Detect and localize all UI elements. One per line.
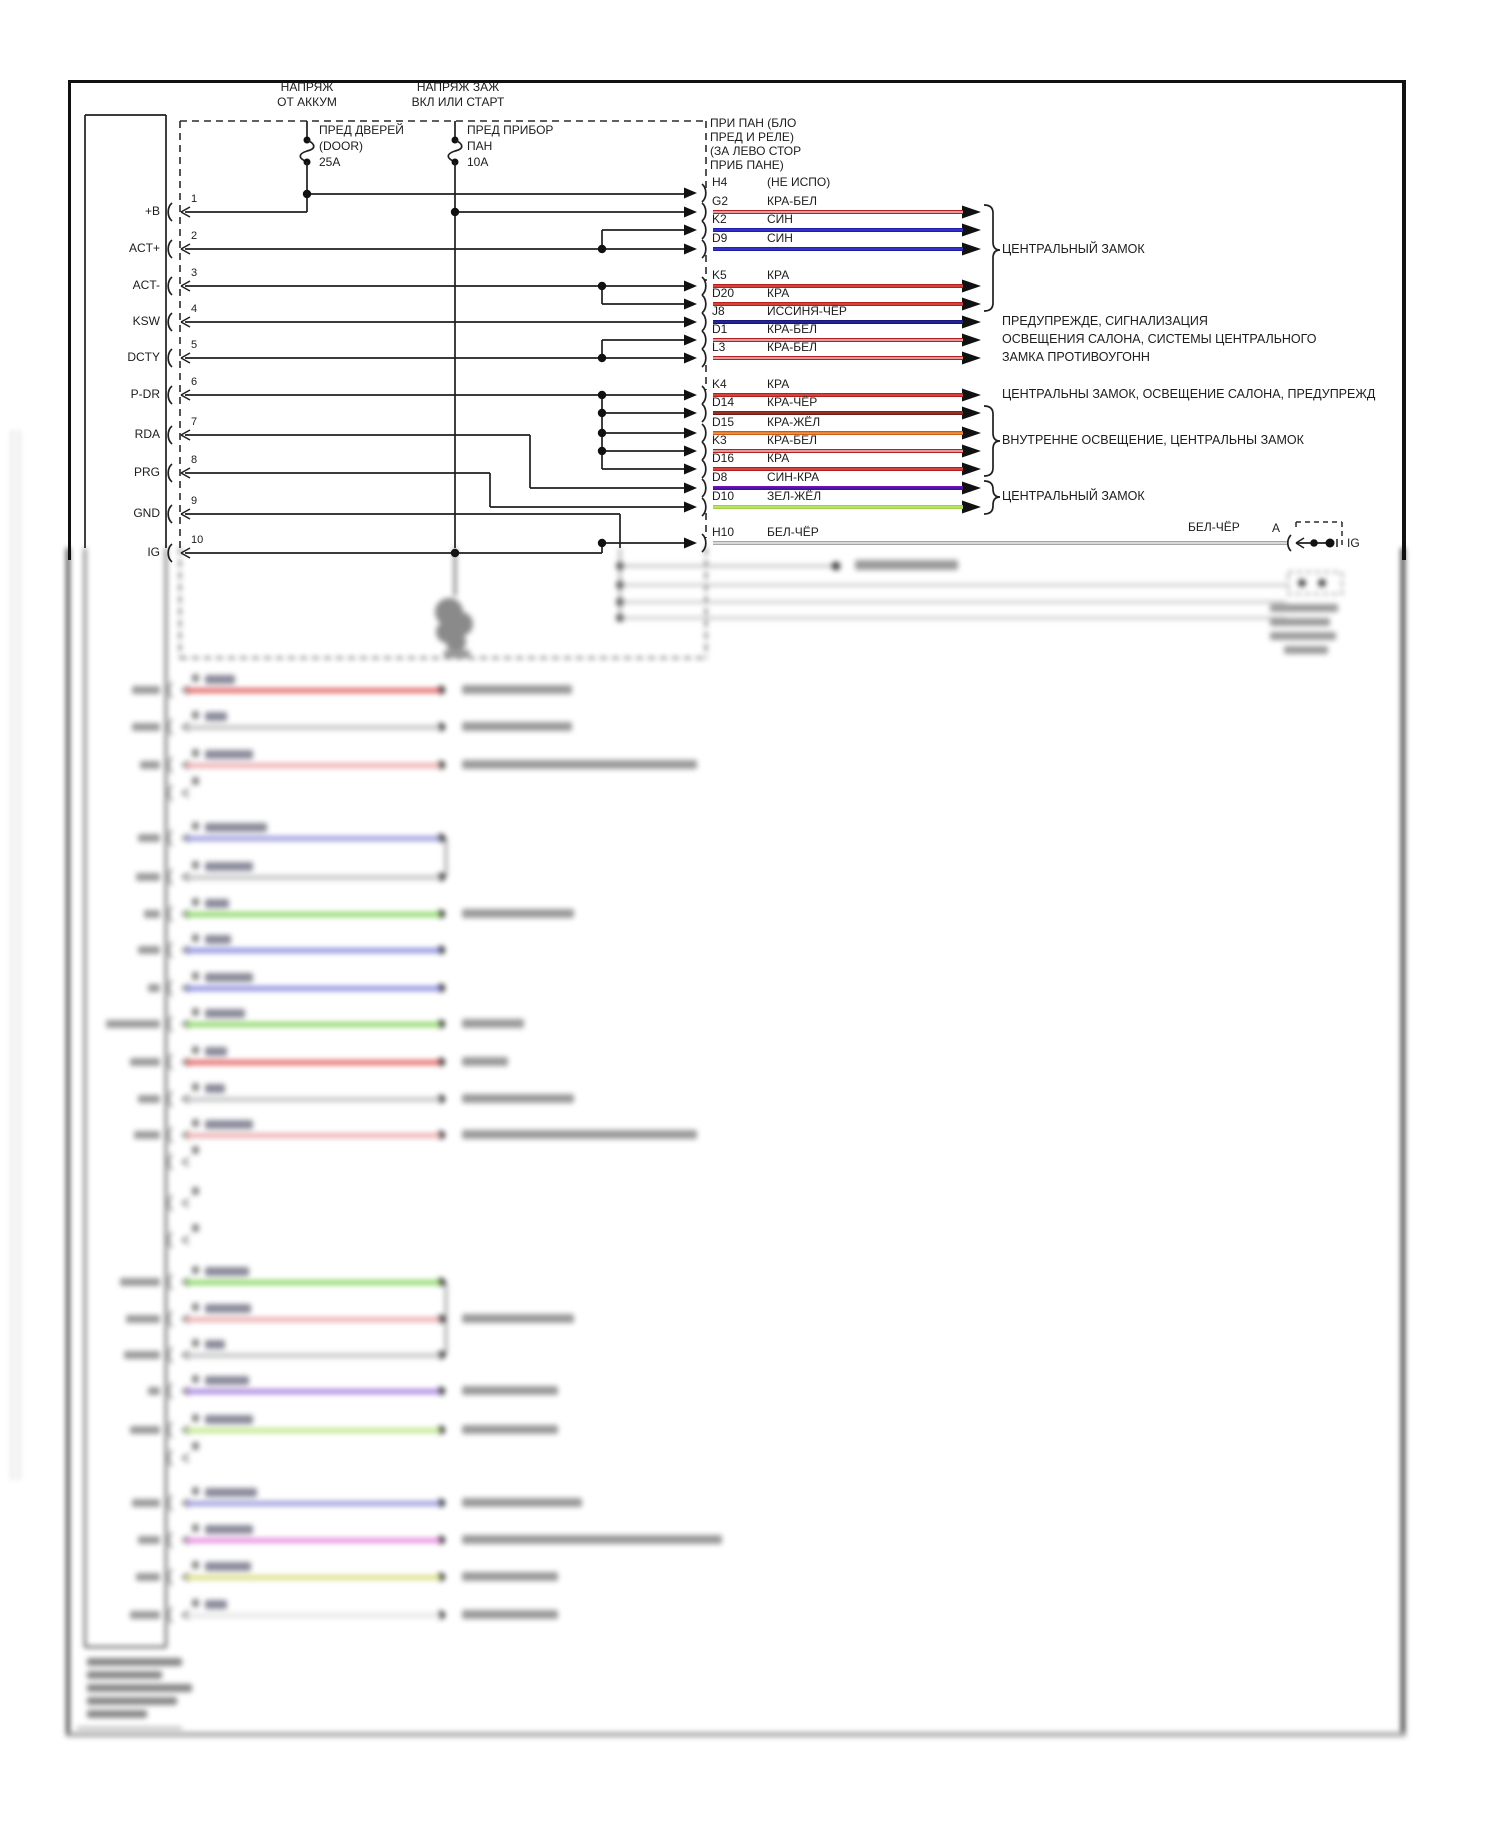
blurred-text-bar [1270, 604, 1338, 612]
wire-color-name: КРА-ЖЁЛ [767, 415, 821, 429]
wire-code-bar [205, 1304, 251, 1313]
right-label-bar [462, 685, 572, 694]
connector-pin-code: D1 [712, 322, 728, 336]
blurred-text-bar [1284, 646, 1328, 654]
unit-pin-label: IG [147, 545, 160, 559]
right-label-bar [462, 1498, 582, 1507]
blurred-wire-pink [186, 1133, 441, 1138]
blurred-wire-gray [186, 875, 441, 880]
pin-arc-blur [169, 1450, 172, 1466]
left-label-bar [138, 834, 160, 842]
connector-pin-code: D15 [712, 415, 735, 429]
right-connector-dot [1298, 579, 1306, 587]
right-label-bar [462, 1094, 574, 1103]
blurred-wire-gray [186, 1097, 441, 1102]
connector-pin-code: H10 [712, 525, 735, 539]
pin-number-bar [192, 1524, 199, 1532]
wire-code-bar [205, 1525, 253, 1534]
left-label-bar [138, 946, 160, 954]
pin-arc-blur [169, 980, 172, 996]
pin-arc-blur [169, 1311, 172, 1327]
unit-pin-number: 10 [191, 534, 204, 546]
pin-chevron-blur [182, 1458, 189, 1462]
connector-pin-code: D10 [712, 489, 735, 503]
left-label-bar [130, 1611, 160, 1619]
connector-pin-code: L3 [712, 340, 726, 354]
gray-line-dot [832, 562, 841, 571]
wire-code-bar [205, 1084, 225, 1093]
pin-number-bar [192, 861, 199, 869]
blurred-wire-ygreen [186, 1575, 441, 1580]
right-label-bar [462, 722, 572, 731]
pin-chevron-blur [182, 789, 189, 793]
pin-number-bar [192, 1375, 199, 1383]
wire-code-bar [205, 1562, 251, 1571]
wire-color-name: ИССИНЯ-ЧЁР [767, 304, 847, 318]
blurred-wire-red [186, 688, 441, 693]
pin-number-bar [192, 1008, 199, 1016]
pin-chevron-blur [182, 1203, 189, 1207]
wire-color-name: КРА [767, 377, 790, 391]
pin-number-bar [192, 1414, 199, 1422]
unit-pin-number: 6 [191, 376, 198, 388]
blurred-wire-gray [186, 725, 441, 730]
pin-arc-blur [169, 1569, 172, 1585]
unit-pin-number: 4 [191, 303, 198, 315]
pin-number-bar [192, 777, 199, 785]
pin-number-bar [192, 711, 199, 719]
pin-arc-blur [169, 785, 172, 801]
unit-pin-label: RDA [134, 427, 160, 441]
relay-panel-note: ПРИ ПАН (БЛО ПРЕД И РЕЛЕ) (ЗА ЛЕВО СТОР ПРИБ ПАНЕ) [710, 116, 802, 172]
left-label-bar [144, 910, 160, 918]
blurred-wire-green [186, 1022, 441, 1027]
connector-pin-code: D20 [712, 286, 735, 300]
right-label-bar [462, 1130, 697, 1139]
destination-label: ЦЕНТРАЛЬНЫ ЗАМОК, ОСВЕЩЕНИЕ САЛОНА, ПРЕДУПРЕЖД [1002, 387, 1376, 401]
unit-pin-label: DCTY [127, 350, 160, 364]
wire-code-bar [205, 1120, 253, 1129]
fuse-label-2: ПРЕД ПРИБОР ПАН 10A [467, 123, 554, 169]
wire-code-bar [205, 823, 267, 832]
wire-code-bar [205, 675, 235, 684]
pin-arc-blur [169, 1532, 172, 1548]
connector-pin-code: J8 [712, 304, 725, 318]
wire-color-name: БЕЛ-ЧЁР [767, 525, 819, 539]
unit-pin-label: ACT- [132, 278, 160, 292]
right-label-bar [462, 1425, 558, 1434]
unit-pin-number: 7 [191, 416, 198, 428]
unit-pin-number: 8 [191, 454, 198, 466]
pin-arc-blur [169, 1422, 172, 1438]
left-label-bar [136, 1573, 160, 1581]
pin-number-bar [192, 934, 199, 942]
left-label-bar [138, 1095, 160, 1103]
connector-pin-code: K3 [712, 433, 727, 447]
pin-arc-blur [169, 1495, 172, 1511]
pin-arc-blur [169, 1607, 172, 1623]
destination-label: ПРЕДУПРЕЖДЕ, СИГНАЛИЗАЦИЯ [1002, 314, 1208, 328]
pin-number-bar [192, 1224, 199, 1232]
pin-arc-blur [169, 906, 172, 922]
pin-number-bar [192, 1561, 199, 1569]
ig-pin-a-label: A [1272, 521, 1281, 535]
battery-voltage-label: НАПРЯЖ ОТ АККУМ [277, 80, 337, 109]
blurred-wire-violet [186, 836, 441, 841]
blurred-wire-violet [186, 1501, 441, 1506]
pin-number-bar [192, 1303, 199, 1311]
wire-color-name: КРА-БЕЛ [767, 194, 817, 208]
wire-code-bar [205, 973, 253, 982]
left-label-bar [132, 1499, 160, 1507]
right-label-bar [462, 1572, 558, 1581]
right-connector-box-blur [1288, 572, 1342, 594]
pin-arc-blur [169, 869, 172, 885]
blurred-wire-magenta [186, 1538, 441, 1543]
right-label-bar [462, 1610, 558, 1619]
ground-blob-bar [444, 650, 470, 658]
pin-number-bar [192, 1187, 199, 1195]
pin-number-bar [192, 1046, 199, 1054]
wire-code-bar [205, 1376, 249, 1385]
left-label-bar [126, 1315, 160, 1323]
blurred-label [855, 560, 958, 570]
destination-label: ЗАМКА ПРОТИВОУГОНН [1002, 350, 1150, 364]
unit-pin-number: 5 [191, 339, 198, 351]
unit-pin-label: ACT+ [128, 241, 160, 255]
connector-pin-code: D9 [712, 231, 728, 245]
pin-number-bar [192, 1339, 199, 1347]
unit-pin-label: +B [144, 204, 160, 218]
right-label-bar [462, 1057, 508, 1066]
pin-number-bar [192, 1442, 199, 1450]
ignition-voltage-label: НАПРЯЖ ЗАЖ ВКЛ ИЛИ СТАРТ [411, 80, 505, 109]
destination-label: ОСВЕЩЕНИЯ САЛОНА, СИСТЕМЫ ЦЕНТРАЛЬНОГО [1002, 332, 1317, 346]
pin-arc-blur [169, 1154, 172, 1170]
wire-code-bar [205, 862, 253, 871]
wire-code-bar [205, 712, 227, 721]
pin-number-bar [192, 822, 199, 830]
wire-color-name: СИН-КРА [767, 470, 820, 484]
left-label-bar [148, 1387, 160, 1395]
wire-code-bar [205, 1488, 257, 1497]
connector-pin-code: D14 [712, 395, 735, 409]
caption-text-bar [87, 1684, 192, 1692]
blurred-wire-green [186, 1280, 441, 1285]
pin-number-bar [192, 1119, 199, 1127]
connector-pin-code: K4 [712, 377, 727, 391]
blurred-wire-pink [186, 763, 441, 768]
unit-pin-label: P-DR [130, 387, 160, 401]
pin-number-bar [192, 972, 199, 980]
wire-code-bar [205, 1340, 225, 1349]
wire-color-name: СИН [767, 212, 793, 226]
pin-chevron-blur [182, 1199, 189, 1203]
left-label-bar [132, 686, 160, 694]
wire-code-bar [205, 750, 253, 759]
blurred-wire-blue [186, 948, 441, 953]
unit-pin-number: 1 [191, 193, 198, 205]
wire-color-name: КРА-ЧЁР [767, 395, 818, 409]
pin-arc-blur [169, 757, 172, 773]
pin-arc-blur [169, 1274, 172, 1290]
pin-chevron-blur [182, 1158, 189, 1162]
blurred-wire-pink [186, 1317, 441, 1322]
pin-arc-blur [169, 719, 172, 735]
pin-chevron-blur [182, 1240, 189, 1244]
right-label-bar [462, 1314, 574, 1323]
pin-arc-blur [169, 1016, 172, 1032]
wire-code-bar [205, 1009, 245, 1018]
pin-arc-blur [169, 1195, 172, 1211]
wire-code-bar [205, 1267, 249, 1276]
blurred-wire-white [186, 1613, 441, 1618]
wire-color-name: КРА-БЕЛ [767, 340, 817, 354]
pin-number-bar [192, 674, 199, 682]
pin-arc-blur [169, 1383, 172, 1399]
blurred-wire-purple [186, 1389, 441, 1394]
pin-arc-blur [169, 1091, 172, 1107]
pin-number-bar [192, 1487, 199, 1495]
pin-arc-blur [169, 1232, 172, 1248]
right-label-bar [462, 1386, 558, 1395]
wire-code-bar [205, 935, 231, 944]
blurred-wire-gray [186, 1353, 441, 1358]
right-label-bar [462, 909, 574, 918]
wire-color-name: (НЕ ИСПО) [767, 175, 831, 189]
right-label-bar [462, 1535, 722, 1544]
wire-code-bar [205, 899, 229, 908]
unit-pin-number: 9 [191, 495, 198, 507]
left-label-bar [148, 984, 160, 992]
wire-color-name: КРА [767, 286, 790, 300]
blurred-text-bar [1270, 618, 1330, 626]
pin-number-bar [192, 1146, 199, 1154]
left-label-bar [134, 1131, 160, 1139]
pin-number-bar [192, 1266, 199, 1274]
wire-color-name: КРА [767, 451, 790, 465]
pin-chevron-blur [182, 1162, 189, 1166]
unit-pin-label: GND [133, 506, 160, 520]
pin-arc-blur [169, 682, 172, 698]
pin-arc-blur [169, 1127, 172, 1143]
pin-number-bar [192, 898, 199, 906]
destination-label: ЦЕНТРАЛЬНЫЙ ЗАМОК [1002, 489, 1145, 503]
wire-color-name: КРА-БЕЛ [767, 322, 817, 336]
ig-dest-label: IG [1347, 536, 1360, 550]
left-label-bar [124, 1351, 160, 1359]
blurred-wire-lgreen [186, 1428, 441, 1433]
blurred-text-bar [1270, 632, 1336, 640]
left-label-bar [140, 761, 160, 769]
connector-pin-code: K5 [712, 268, 727, 282]
fuse-label-1: ПРЕД ДВЕРЕЙ (DOOR) 25A [319, 123, 404, 169]
unit-pin-number: 2 [191, 230, 198, 242]
pin-arc-blur [169, 1054, 172, 1070]
left-label-bar [132, 723, 160, 731]
unit-pin-label: KSW [132, 314, 160, 328]
connector-pin-code: K2 [712, 212, 727, 226]
unit-pin-label: PRG [133, 465, 160, 479]
left-label-bar [120, 1278, 160, 1286]
pin-chevron-blur [182, 1454, 189, 1458]
blurred-wire-blue [186, 986, 441, 991]
pin-arc-blur [169, 942, 172, 958]
connector-pin-code: G2 [712, 194, 729, 208]
wire-code-bar [205, 1047, 227, 1056]
caption-text-bar [87, 1697, 177, 1705]
left-label-bar [130, 1426, 160, 1434]
wire-color-name: СИН [767, 231, 793, 245]
connector-pin-code: H4 [712, 175, 728, 189]
wire-color-name: КРА [767, 268, 790, 282]
pin-chevron-blur [182, 793, 189, 797]
left-label-bar [130, 1058, 160, 1066]
destination-label: ЦЕНТРАЛЬНЫЙ ЗАМОК [1002, 242, 1145, 256]
blurred-wire-green [186, 912, 441, 917]
unit-pin-number: 3 [191, 267, 198, 279]
page-bottom-border-blurred [68, 1732, 1406, 1737]
left-label-bar [136, 873, 160, 881]
h10-wire-color-label: БЕЛ-ЧЁР [1188, 520, 1240, 534]
left-label-bar [138, 1536, 160, 1544]
wire-color-name: ЗЕЛ-ЖЁЛ [767, 489, 822, 503]
pin-arc-blur [169, 830, 172, 846]
destination-label: ВНУТРЕННЕ ОСВЕЩЕНИЕ, ЦЕНТРАЛЬНЫ ЗАМОК [1002, 433, 1304, 447]
caption-text-bar [87, 1710, 147, 1718]
pin-arc-blur [169, 1347, 172, 1363]
wire-color-name: КРА-БЕЛ [767, 433, 817, 447]
pin-number-bar [192, 1599, 199, 1607]
pin-number-bar [192, 749, 199, 757]
wire-code-bar [205, 1600, 227, 1609]
wire-code-bar [205, 1415, 253, 1424]
ground-blob [446, 632, 466, 652]
connector-pin-code: D8 [712, 470, 728, 484]
left-label-bar [106, 1020, 160, 1028]
connector-pin-code: D16 [712, 451, 735, 465]
right-label-bar [462, 1019, 524, 1028]
right-connector-dot [1318, 579, 1326, 587]
pin-chevron-blur [182, 1236, 189, 1240]
caption-text-bar [87, 1671, 162, 1679]
pin-number-bar [192, 1083, 199, 1091]
caption-text-bar [87, 1658, 182, 1666]
blurred-wire-red [186, 1060, 441, 1065]
right-label-bar [462, 760, 697, 769]
